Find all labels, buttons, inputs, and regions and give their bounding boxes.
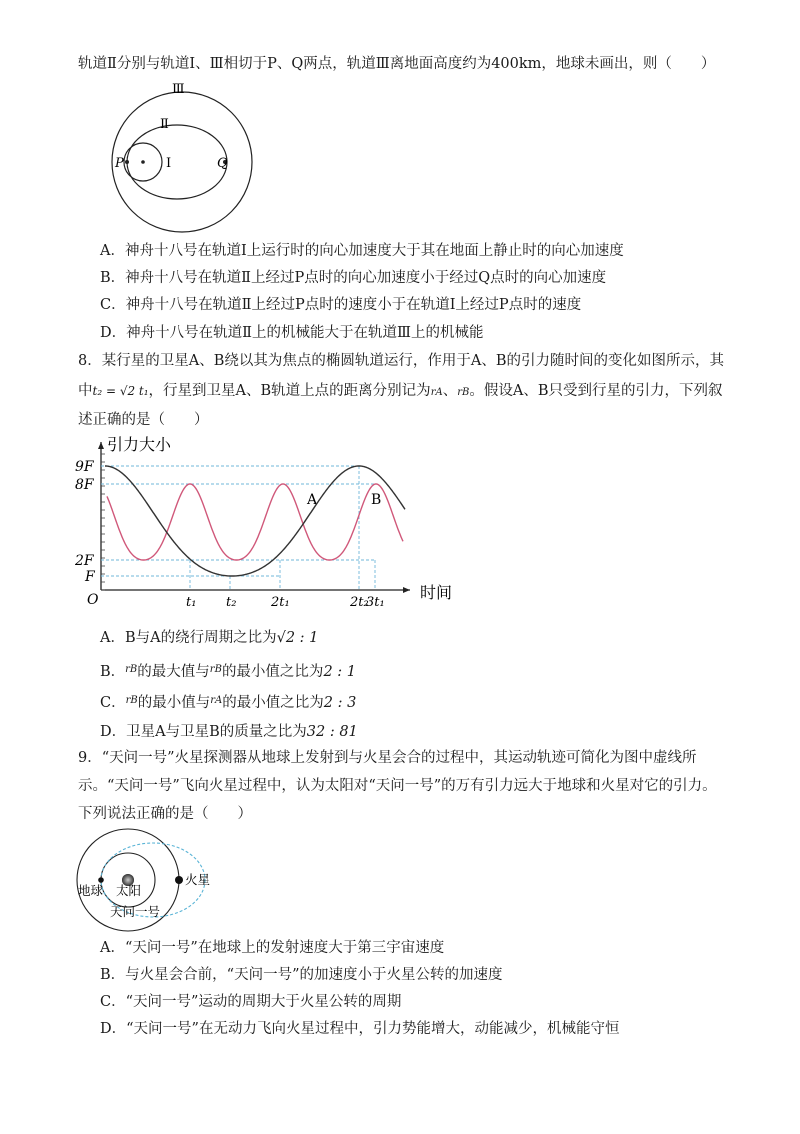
label-q: Q: [217, 156, 228, 171]
label-probe: 天问一号: [110, 904, 161, 919]
q9-option-a: A．“天问一号”在地球上的发射速度大于第三宇宙速度: [100, 940, 445, 956]
q9-option-b: B．与火星会合前，“天问一号”的加速度小于火星公转的加速度: [100, 967, 503, 983]
chart-ylabel: 引力大小: [107, 435, 172, 454]
q8-line1: 8．某行星的卫星A、B绕以其为焦点的椭圆轨道运行，作用于A、B的引力随时间的变化如图所示，其: [78, 353, 724, 369]
chart-axis-arrows: [98, 442, 410, 593]
xtick-2t2: 2t₂: [350, 595, 369, 610]
q8-option-b: B．$^{rB}$的最大值与$^{rB}$的最小值之比为2 : 1: [100, 664, 356, 680]
earth-dot: [141, 160, 145, 164]
xtick-2t1: 2t₁: [271, 595, 290, 610]
q9-option-c: C．“天问一号”运动的周期大于火星公转的周期: [100, 994, 402, 1010]
q8-line2: 中t₂ = √2 t₁，行星到卫星A、B轨道上点的距离分别记为rA、rB。假设A、B只受到行星的引力，下列叙: [78, 383, 723, 399]
label-p: P: [115, 156, 124, 171]
label-orbit-3: Ⅲ: [172, 82, 185, 97]
q9-text: 9．“天问一号”火星探测器从地球上发射到与火星会合的过程中，其运动轨迹可简化为图中虚线所示。“天问一号”飞向火星过程中，认为太阳对“天问一号”的万有引力远大于地球和火星对它的引力。下列说法正确的是（ ）: [78, 750, 717, 822]
orbit-3-circle: [112, 92, 252, 232]
q8-line3: 述正确的是（ ）: [78, 412, 209, 428]
q7-option-b: B．神舟十八号在轨道Ⅱ上经过P点时的向心加速度小于经过Q点时的向心加速度: [100, 270, 607, 286]
label-sun: 太阳: [116, 883, 142, 898]
q7-orbit-figure: [72, 80, 272, 250]
curve-b: [105, 466, 405, 576]
chart-xlabel: 时间: [420, 583, 453, 602]
q7-option-a: A．神舟十八号在轨道Ⅰ上运行时的向心加速度大于其在地面上静止时的向心加速度: [100, 243, 624, 259]
ytick-9f: 9F: [75, 459, 94, 475]
label-earth: 地球: [78, 883, 104, 898]
q7-option-d: D．神舟十八号在轨道Ⅱ上的机械能大于在轨道Ⅲ上的机械能: [100, 325, 484, 341]
label-orbit-1: Ⅰ: [166, 156, 172, 171]
q8-option-d: D．卫星A与卫星B的质量之比为32 : 81: [100, 724, 358, 740]
xtick-3t1: 3t₁: [366, 595, 385, 610]
label-mars: 火星: [185, 872, 211, 887]
orbit-2-ellipse: [151, 125, 212, 199]
mars-icon: [175, 876, 183, 884]
orbit-2: [151, 125, 211, 199]
q8-force-chart: [75, 432, 470, 612]
label-orbit-2: Ⅱ: [160, 117, 169, 132]
q7-intro: 轨道Ⅱ分别与轨道Ⅰ、Ⅲ相切于P、Q两点，轨道Ⅲ离地面高度约为400km，地球未画出，则（ ）: [78, 56, 716, 72]
earth-icon: [98, 877, 104, 883]
chart-origin: O: [87, 592, 99, 608]
ytick-8f: 8F: [75, 477, 94, 493]
q7-option-c: C．神舟十八号在轨道Ⅱ上经过P点时的速度小于在轨道Ⅰ上经过P点时的速度: [100, 297, 582, 313]
q8-option-a: A．B与A的绕行周期之比为√2 : 1: [100, 630, 319, 646]
xtick-t2: t₂: [226, 595, 237, 610]
q9-option-d: D．“天问一号”在无动力飞向火星过程中，引力势能增大，动能减少，机械能守恒: [100, 1021, 620, 1037]
ytick-f: F: [85, 569, 95, 585]
q8-option-c: C．$^{rB}$的最小值与$^{rA}$的最小值之比为2 : 3: [100, 695, 357, 711]
curve-label-b: B: [371, 492, 382, 508]
q9-orbit-figure: [72, 826, 232, 936]
curve-label-a: A: [307, 492, 318, 508]
xtick-t1: t₁: [186, 595, 197, 610]
ytick-2f: 2F: [75, 553, 94, 569]
